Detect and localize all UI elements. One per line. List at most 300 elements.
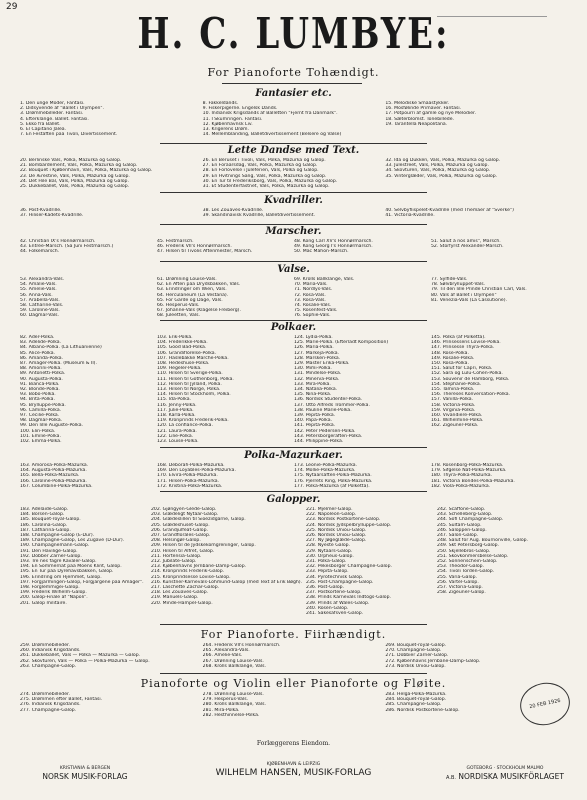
- catalog-entry: 65. For Garde og Dage, Vals.: [157, 297, 223, 303]
- catalog-entry: 64. Herculaneum (La Vestana).: [157, 292, 229, 298]
- catalog-entry: 99. Den lille Auguste-Polka.: [20, 423, 83, 429]
- catalog-entry: 249. Skt Petersborg-Galop.: [437, 543, 500, 549]
- catalog-entry: 90. Augusta-Polka.: [20, 376, 63, 382]
- catalog-entry: 31. Et Studenterfastnet, Vals, Polka, Mazurka og Galop.: [202, 184, 330, 190]
- catalog-column: [20, 239, 157, 255]
- catalog-entry: 106. Grandiflorelse-Polka.: [157, 350, 217, 356]
- catalog-entry: 199. Frederik Wilhelm-Galop.: [20, 590, 87, 596]
- catalog-entry: 254. Tivoli Torden-Galop.: [437, 569, 495, 575]
- catalog-entry: 269. Bouquet-royal-Galop.: [385, 643, 447, 648]
- catalog-entry: 279. Hesperus-Vals.: [202, 697, 249, 703]
- copyright-note: Forlæggerens Eiendom.: [256, 740, 331, 747]
- catalog-entry: 101. Emilie-Polka.: [20, 433, 61, 439]
- catalog-entry: 262. Skovturen, Vals — Polka — Polka-Mazurka — Galop.: [20, 658, 150, 664]
- catalog-entry: 225. Nordisk Uniou-Galop.: [306, 527, 367, 533]
- catalog-entry: 200. Galop-Finale af "Napoli".: [20, 595, 88, 601]
- catalog-entry: 130. Mimi-Polka.: [294, 366, 332, 372]
- catalog-column: [20, 101, 203, 137]
- catalog-column: [151, 507, 306, 616]
- catalog-column: [157, 335, 294, 444]
- catalog-entry: 226. Nordisk Uniou-Galop.: [306, 533, 367, 539]
- catalog-entry: 53. Alexandra-Vals.: [20, 277, 65, 282]
- catalog-entry: 267. Drønning Louise-Vals.: [202, 658, 264, 664]
- section-rule: [160, 491, 427, 492]
- catalog-entry: 86. Amanda-Polka.: [20, 355, 64, 361]
- catalog-entry: 154. Stephanie-Polka.: [431, 381, 482, 387]
- catalog-entry: 13. Krigerens Drøm.: [202, 127, 249, 133]
- catalog-entry: 137. Otto Alfreds Trommer-Polka.: [294, 402, 370, 408]
- catalog-entry: 259. Drømmebilleder.: [20, 643, 70, 648]
- catalog-entry: 67. Johanne-Vals (Klagelse Freiberg).: [157, 308, 241, 314]
- catalog-column: [431, 463, 568, 489]
- catalog-entry: 252. Sonnenschein-Galop.: [437, 559, 498, 565]
- catalog-entry: 274. Drømmebilleder.: [20, 692, 70, 697]
- catalog-entry: 70. Maria-Vals.: [294, 282, 328, 288]
- catalog-entry: 107. Haslebakke Marche-Polka.: [157, 355, 229, 361]
- catalog-entry: 115. Ida-Polka.: [157, 397, 191, 403]
- catalog-entry: 89. Antonetti-Polka.: [20, 371, 66, 377]
- catalog-entry: 95. Brylluppe-Polka.: [20, 402, 66, 408]
- catalog-column: [431, 239, 568, 255]
- catalog-entry: 76. Sophie-Vals.: [294, 313, 331, 319]
- catalog-entry: 39. Skandinavisk Kvadrille, Balletdivertissement.: [202, 213, 315, 219]
- catalog-column: [203, 643, 386, 669]
- catalog-entry: 170. Elvira-Polka-Mazurka.: [157, 473, 218, 479]
- catalog-entry: 28. En Forlovelse i Juleferien, Vals, Polka og Galop.: [202, 168, 319, 174]
- catalog-column: [294, 463, 431, 489]
- catalog-entry: 261. Dukkeballet, Vals — Polka — Mazurka — Galop.: [20, 653, 141, 659]
- catalog-entry: 87. Amager-Polka. (Museum & II).: [20, 361, 97, 367]
- catalog-column: [294, 335, 431, 444]
- catalog-entry: 45. Festmarsch.: [157, 239, 194, 244]
- catalog-entry: 164. Augusta-Polka-Mazurka.: [20, 468, 87, 474]
- catalog-entry: 94. Brita-Polka.: [20, 397, 55, 403]
- catalog-entry: 121. Laura-Polka.: [157, 428, 197, 434]
- catalog-column: [157, 277, 294, 319]
- catalog-entry: 194. En Sommernat paa Moens Klint, Galop.: [20, 564, 122, 570]
- catalog-entry: 59. Caroline-Vals.: [20, 308, 60, 314]
- publisher-right-city: GOTEBORG · STOCKHOLM MALMO: [466, 766, 544, 771]
- catalog-entry: 229. Nytaars-Galop.: [306, 548, 353, 554]
- heading-polka-mazurkaer: Polka-Mazurkaer.: [244, 450, 343, 461]
- catalog-entry: 219. Manuels-Galop.: [150, 595, 199, 601]
- catalog-entry: 133. Mira-Polka.: [294, 381, 331, 387]
- catalog-entry: 239. Prinds af Wales-Galop.: [306, 600, 370, 606]
- catalog-column: [20, 507, 151, 616]
- section-lette-dandse: [20, 158, 568, 189]
- section-fantasier: [20, 101, 568, 137]
- catalog-entry: 2. Didsyvende af "Ballet i Olympen".: [20, 106, 105, 112]
- catalog-entry: 197. Forgjarmingen-Galop, Forgjargene paa Amager".: [20, 579, 144, 585]
- catalog-entry: 12. Kjøbenhavnsk Liv.: [202, 121, 253, 127]
- catalog-entry: 177. Polka-Mazurka (af Polketta).: [294, 483, 370, 489]
- catalog-entry: 143. Petersborgeraften-Polka.: [294, 433, 363, 439]
- catalog-entry: 16. Mosfølinde Primaver. Fantasi.: [385, 106, 462, 112]
- catalog-entry: 84. Albano-Polka. (La Lithuanienne): [20, 345, 102, 351]
- catalog-entry: 215. Kronprindsesse Lovise-Galop.: [150, 574, 231, 580]
- catalog-entry: 273. Nordisk Uniou-Galop.: [385, 663, 446, 669]
- catalog-entry: 263. Champagne-Galop.: [20, 663, 77, 669]
- catalog-entry: 150. Rosa-Polka.: [431, 361, 469, 367]
- catalog-entry: 173. Leonie-Polka-Mazurka.: [294, 463, 358, 468]
- catalog-entry: 266. Amelie-Vals.: [202, 653, 243, 659]
- catalog-entry: 20. Berlinske Vals, Polka, Mazurka og Galop.: [20, 158, 122, 163]
- catalog-entry: 148. Rose-Polka.: [431, 350, 469, 356]
- catalog-entry: 196. Erindring om Hjemmet, Galop.: [20, 574, 102, 580]
- catalog-entry: 275. Drømmen efter Ballet, Fantasi.: [20, 697, 103, 703]
- catalog-entry: 185. Bouquet-royal-Galop.: [20, 517, 81, 523]
- catalog-entry: 151. Salut for Capri, Polka.: [431, 366, 493, 372]
- catalog-entry: 22. Bouquet i Kjøbenhavn, Vals, Polka, Mazurka og Galop.: [20, 168, 153, 174]
- catalog-entry: 77. Sylfide-Vals.: [431, 277, 468, 282]
- catalog-entry: 188. Champagne-Galop (E-Dur).: [20, 533, 95, 539]
- heading-marscher: Marscher.: [265, 226, 322, 237]
- heading-fantasier: Fantasier etc.: [255, 88, 332, 99]
- catalog-entry: 265. Alexandra-Vals.: [202, 648, 250, 654]
- catalog-entry: 211. Hortensia-Galop.: [150, 553, 202, 559]
- catalog-entry: 214. Kronprinds Frederik-Galop.: [150, 569, 225, 575]
- catalog-entry: 43. Entree-Marsch. (Sa Juni Festmarsch.): [20, 244, 114, 250]
- catalog-entry: 32. Ida og Dukken, Vals, Polka, Mazurka og Galop.: [385, 158, 501, 163]
- catalog-entry: 245. Sultam-Galop.: [437, 522, 482, 528]
- catalog-entry: 48. Kong Carl XV's Honnørmarsch.: [294, 239, 373, 244]
- catalog-entry: 210. Hilsen til Alfret, Galop.: [150, 548, 215, 554]
- section-marscher: [20, 239, 568, 255]
- catalog-entry: 98. Dagmar-Polka.: [20, 418, 63, 424]
- catalog-column: [157, 463, 294, 489]
- catalog-entry: 187. Catharina-Galop.: [20, 527, 71, 533]
- catalog-entry: 129. Master Erika-Polka.: [294, 361, 350, 367]
- catalog-entry: 136. Nordisk Studenter-Polka.: [294, 397, 363, 403]
- catalog-entry: 24. Det Hile Bal, Vals, Polka, Mazurka og Galop.: [20, 178, 129, 184]
- catalog-entry: 233. Pepita-Galop.: [306, 569, 349, 575]
- section-galopper: [20, 507, 568, 616]
- catalog-entry: 234. Pyrotechnisk Galop.: [306, 574, 364, 580]
- catalog-entry: 33. Julestreet, Vals, Polka, Mazurka og Galop.: [385, 163, 489, 169]
- catalog-entry: 251. Skovkonmersbelse-Galop.: [437, 553, 509, 559]
- publisher-center: [170, 762, 417, 778]
- catalog-entry: 172. Kristina-Polka-Mazurka.: [157, 483, 223, 489]
- catalog-entry: 46. Frederik VII's Honnørmarsch.: [157, 244, 232, 250]
- catalog-entry: 156. Thereses Konversation-Polka.: [431, 392, 511, 398]
- catalog-entry: 163. Amorosa-Polka-Mazurka.: [20, 463, 89, 468]
- catalog-entry: 276. Indianisk Krigsdands.: [20, 702, 81, 708]
- catalog-entry: 119. Kronprinds Frederik-Polka.: [157, 418, 229, 424]
- catalog-entry: 50. Mac Mahon-Marsch.: [294, 249, 349, 255]
- section-firhaendigt: [20, 643, 568, 669]
- catalog-entry: 23. De Ærestine, Vals, Polka, Mazurka og Galop.: [20, 173, 130, 179]
- section-rule: [160, 320, 427, 321]
- catalog-entry: 213. Kjøbenhavns Jernbane-Damp-Galop.: [150, 564, 247, 570]
- catalog-entry: 58. Catharine-Vals.: [20, 303, 64, 309]
- catalog-entry: 109. Hegeler-Polka.: [157, 366, 202, 372]
- catalog-entry: 127. Markeja-Polka.: [294, 350, 339, 356]
- catalog-entry: 8. Fakkeldands.: [202, 101, 239, 106]
- catalog-entry: 125. Marie-Polka. (Efterladt Komposition): [294, 340, 389, 346]
- catalog-entry: 138. Pauline Marie-Polka.: [294, 407, 352, 413]
- catalog-entry: 271. Dobbier Zarner-Galop.: [385, 653, 449, 659]
- catalog-entry: 1. Den unge Moder, Fantasi.: [20, 101, 85, 106]
- catalog-entry: 250. Skjellebros-Galop.: [437, 548, 491, 554]
- catalog-entry: 113. Hilsen til Norge, Polka.: [157, 387, 221, 393]
- catalog-entry: 36. Post-Kvadrille.: [20, 208, 62, 213]
- catalog-entry: 284. Bouquet-royal-Galop.: [385, 697, 447, 703]
- catalog-entry: 111. Hilsen til Gothenborg, Polka.: [157, 376, 234, 382]
- section-polka-mazurkaer: [20, 463, 568, 489]
- catalog-entry: 181. Victoria Bondes-Polka-Mazurka.: [431, 478, 515, 484]
- catalog-entry: 54. Amalie-Vals.: [20, 282, 57, 288]
- catalog-entry: 246. Saloppen-Galop.: [437, 527, 487, 533]
- catalog-entry: 60. Dagmar-Vals.: [20, 313, 60, 319]
- catalog-entry: 180. Thyra-Polka-Mazurka.: [431, 473, 493, 479]
- catalog-entry: 242. Scaffone-Galop.: [437, 507, 486, 512]
- catalog-entry: 132. Minerva-Polka.: [294, 376, 340, 382]
- catalog-entry: 40. Selvbyfiispelet-Kvadrille (med Themaer af "Sverke"): [385, 208, 514, 213]
- catalog-entry: 25. Dukkeballet, Vals, Polka, Mazurka og Galop.: [20, 184, 130, 190]
- catalog-entry: 18. Sæterblomst. Tonebillede.: [385, 116, 454, 122]
- publisher-right: [430, 766, 580, 781]
- catalog-entry: 184. Borsen-Galop.: [20, 512, 65, 518]
- catalog-entry: 29. En Hvitnings Sang, Vals, Polka, Mazurka og Galop.: [202, 173, 327, 179]
- catalog-entry: 3. Drømmebilleder. Fantasi.: [20, 111, 84, 117]
- catalog-entry: 69. Krolls Ballklänge, Vals.: [294, 277, 355, 282]
- catalog-entry: 37. Hiliser-Kadets-Kvadrille.: [20, 213, 84, 219]
- catalog-entry: 80. Vals af Ballet i Olympen": [431, 292, 497, 298]
- catalog-entry: 144. Philippine-Polka.: [294, 439, 344, 445]
- catalog-entry: 118. Karla-Polka.: [157, 413, 196, 419]
- catalog-entry: 256. Vartel-Galop.: [437, 579, 479, 585]
- corner-number: 29: [6, 2, 18, 12]
- catalog-entry: 223. Nordisk Postkortene-Galop.: [306, 517, 381, 523]
- heading-galopper: Galopper.: [266, 494, 321, 505]
- section-polkaer: [20, 335, 568, 444]
- catalog-entry: 123. Louise-Polka.: [157, 439, 199, 445]
- catalog-column: [203, 692, 386, 718]
- section-rule: [160, 624, 427, 625]
- catalog-entry: 11. I Skumringen. Fantasi.: [202, 116, 263, 122]
- catalog-entry: 285. Champagne-Galop.: [385, 702, 442, 708]
- catalog-entry: 169. Den Loyables-Polka-Mazurka.: [157, 468, 236, 474]
- catalog-entry: 258. Zigeuner-Galop.: [437, 590, 486, 596]
- catalog-entry: 73. Rosa-Vals.: [294, 297, 326, 303]
- heading-valse: Valse.: [277, 264, 310, 275]
- section-kvadriller: [20, 208, 568, 218]
- catalog-column: [20, 643, 203, 669]
- catalog-entry: 232. Pekesborger Champagne-Galop.: [306, 564, 392, 570]
- catalog-entry: 278. Drønning Louise-Vals.: [202, 692, 264, 697]
- catalog-entry: 268. Krolls Ballklänge, Vals.: [202, 663, 266, 669]
- catalog-entry: 81. Venezia-Vals (La Cassutione).: [431, 297, 507, 303]
- section-rule: [160, 673, 427, 674]
- catalog-entry: 227. Ny Jøgeglæde-Galop.: [306, 538, 367, 544]
- catalog-entry: 112. Hilsen til Jylland, Polka.: [157, 381, 222, 387]
- catalog-entry: 220. Minde-Hampel-Galop.: [150, 600, 213, 606]
- catalog-entry: 280. Krolls Ballklänge, Vals.: [202, 702, 266, 708]
- catalog-entry: 244. Sofi Champagne-Galop.: [437, 517, 504, 523]
- catalog-entry: 5. Ekko fra Ballet.: [20, 121, 61, 127]
- catalog-entry: 47. Hilsen til Tivolis Aftenmester, Marsch.: [157, 249, 253, 255]
- catalog-entry: 72. Rosa-Vals.: [294, 292, 326, 298]
- catalog-entry: 221. Mjelmer-Galop.: [306, 507, 353, 512]
- catalog-entry: 257. Victoria-Galop.: [437, 585, 483, 591]
- catalog-entry: 145. Polka (af Polketta).: [431, 335, 486, 340]
- catalog-entry: 158. Victoria-Polka.: [431, 402, 476, 408]
- publisher-right-name: NORDISKA MUSIKFÖRLAGET: [458, 772, 564, 781]
- catalog-column: [203, 101, 386, 137]
- catalog-entry: 105. Good Bad-Polka.: [157, 345, 207, 351]
- catalog-entry: 202. Gjøngyen-Glede-Galop.: [150, 507, 217, 512]
- catalog-entry: 182. Viola-Polka-Mazurka.: [431, 483, 491, 489]
- catalog-entry: 224. Nordisk Jydspelbrylluppe-Galop.: [306, 522, 392, 528]
- catalog-entry: 228. Nyeste Galop.: [306, 543, 351, 549]
- catalog-entry: 10. Indianisk Krigsdands af Balletten "Fjernt fra Danmark".: [202, 111, 338, 117]
- catalog-entry: 19. Tarantella Neapolitana.: [385, 121, 448, 127]
- catalog-entry: 212. Jubilate-Galop.: [150, 559, 197, 565]
- catalog-entry: 248. Salut for Aug. Bournonville, Galop.: [437, 538, 529, 544]
- catalog-entry: 116. Jenny-Polka.: [157, 402, 197, 408]
- catalog-entry: 193. Tre nes fagre Kavaler-Galop.: [20, 559, 97, 565]
- catalog-entry: 71. Nordlys-Vals.: [294, 287, 333, 293]
- catalog-entry: 209. Hilsen til de Jydskekomgreninger, Galop.: [150, 543, 256, 549]
- catalog-entry: 41. Victoria-Kvadrille.: [385, 213, 435, 219]
- catalog-entry: 142. Peter Pedersen-Polka.: [294, 428, 356, 434]
- catalog-entry: 205. Glædeshuset-Galop.: [150, 522, 210, 528]
- catalog-column: [306, 507, 437, 616]
- catalog-entry: 139. Pepita-Polka.: [294, 413, 336, 419]
- catalog-column: [385, 101, 568, 137]
- catalog-entry: 14. Mellemblanding, Balletdivertissement (Belsere og Valse): [202, 132, 342, 138]
- catalog-entry: 83. Adelide-Polka.: [20, 340, 62, 346]
- catalog-entry: 260. Indianisk Krigsdands.: [20, 648, 81, 654]
- publisher-center-name: WILHELM HANSEN, MUSIK-FORLAG: [215, 768, 372, 778]
- publisher-right-prefix: A.B.: [446, 775, 456, 781]
- catalog-entry: 237. Postkortene-Galop.: [306, 590, 362, 596]
- catalog-entry: 204. Glædeslillen til Sioezidgarne, Galop.: [150, 517, 246, 523]
- catalog-entry: 75. Rosenfest-Vals.: [294, 308, 338, 314]
- catalog-entry: 186. Carolina-Galop.: [20, 522, 68, 528]
- section-valse: [20, 277, 568, 319]
- catalog-entry: 231. Polka-Galop.: [306, 559, 347, 565]
- section-rule: [160, 143, 427, 144]
- catalog-entry: 153. Souvenir de Hamborg, Polka.: [431, 376, 510, 382]
- catalog-entry: 92. Blonde-Polka.: [20, 387, 60, 393]
- catalog-entry: 57. Arabella-Vals.: [20, 297, 60, 303]
- catalog-entry: 100. Elin-Polka.: [20, 428, 56, 434]
- catalog-entry: 155. Tamina-Polka.: [431, 387, 475, 393]
- catalog-column: [385, 208, 568, 218]
- catalog-entry: 208. Helsingør-Galop.: [150, 538, 201, 544]
- catalog-entry: 247. Salon-Galop.: [437, 533, 479, 539]
- catalog-entry: 120. La confiance-Polka.: [157, 423, 213, 429]
- catalog-column: [385, 158, 568, 189]
- catalog-column: [203, 158, 386, 189]
- catalog-entry: 34. Skovturen, Vals, Polka, Mazurka og Galop.: [385, 168, 491, 174]
- catalog-entry: 159. Virginia-Polka.: [431, 407, 476, 413]
- catalog-column: [20, 208, 203, 218]
- catalog-column: [431, 277, 568, 319]
- catalog-entry: 174. Mollie-Polka-Mazurka.: [294, 468, 356, 474]
- title-rule: [222, 83, 362, 84]
- catalog-entry: 286. Nordisk Postkortene-Galop.: [385, 707, 460, 713]
- catalog-entry: 74. Rosalie-Vals.: [294, 303, 332, 309]
- page-subtitle: For Pianoforte Tohændigt.: [207, 66, 380, 79]
- catalog-entry: 189. Champagne-Galop, Les Zugave (D-Dur).: [20, 538, 125, 544]
- catalog-entry: 141. Pepita-Polka.: [294, 423, 336, 429]
- catalog-entry: 179. Sifgelse Nat-Polka-Mazurka.: [431, 468, 507, 474]
- catalog-entry: 216. Kunstner-Karnevals-Lohmund-Galop (med Text af Erik Bøgh).: [150, 579, 303, 585]
- catalog-column: [294, 277, 431, 319]
- publisher-footer: [0, 762, 587, 796]
- catalog-column: [294, 239, 431, 255]
- catalog-entry: 230. Orpheus-Galop.: [306, 553, 354, 559]
- catalog-entry: 243. Schelleberg-Galop.: [437, 512, 493, 518]
- catalog-entry: 35. Vinterglæder, Vals, Polka, Mazurka og Galop.: [385, 173, 498, 179]
- catalog-entry: 52. Storfyrst Alexander-Marsch.: [431, 244, 504, 250]
- catalog-entry: 61. Drømning Louise-Vals.: [157, 277, 217, 282]
- catalog-entry: 97. Cecilie-Polka.: [20, 413, 60, 419]
- catalog-entry: 128. Marsken-Polka.: [294, 355, 341, 361]
- catalog-entry: 218. Les Zouaves-Galop.: [150, 590, 209, 596]
- catalog-entry: 78. Sølvbrylluppet-Vals.: [431, 282, 486, 288]
- catalog-entry: 51. Salut à nos amis", Marsch.: [431, 239, 501, 244]
- catalog-entry: 131. Mindelse-Polka.: [294, 371, 342, 377]
- catalog-entry: 217. Laschette Zachar-Galop.: [150, 585, 220, 591]
- catalog-entry: 160. Vivandiere-Polka.: [431, 413, 483, 419]
- catalog-entry: 44. Folkemarsch.: [20, 249, 60, 255]
- catalog-entry: 108. Hedeshuse-Polka.: [157, 361, 210, 367]
- catalog-entry: 15. Melodiske Smaastykker.: [385, 101, 450, 106]
- catalog-entry: 110. Hilsen til Sverige-Polka.: [157, 371, 223, 377]
- catalog-entry: 42. Christian IX's Honnørmarsch.: [20, 239, 96, 244]
- catalog-entry: 167. Columbine-Polka-Mazurka.: [20, 483, 93, 489]
- catalog-entry: 152. Sara og Lulu-Cohen-Polka.: [431, 371, 503, 377]
- catalog-entry: 82. Ader-Polka.: [20, 335, 55, 340]
- catalog-entry: 140. Papa-Polka.: [294, 418, 333, 424]
- catalog-entry: 134. Natalia-Polka.: [294, 387, 338, 393]
- catalog-entry: 79. Til den lille Prinde Christian Carl, Vals.: [431, 287, 527, 293]
- catalog-entry: 63. Erindringer om Wien, Vals.: [157, 287, 227, 293]
- publisher-left-city: KRISTIANIA & BERGEN: [59, 766, 111, 771]
- heading-kvadriller: Kvadriller.: [264, 195, 323, 206]
- catalog-entry: 207. Grandflorales-Galop.: [150, 533, 211, 539]
- catalog-entry: 27. En Foraarsdag, Vals, Polka, Mazurka og Galop.: [202, 163, 318, 169]
- catalog-entry: 222. Napoleon-Galop.: [306, 512, 357, 518]
- heading-polkaer: Polkaer.: [270, 322, 317, 333]
- catalog-entry: 147. Prinsesse Thyra-Polka.: [431, 345, 495, 351]
- catalog-entry: 277. Champagne-Galop.: [20, 707, 77, 713]
- catalog-entry: 201. Galop militaire.: [20, 600, 67, 606]
- catalog-entry: 175. Nytaarsaften-Polka-Mazurka.: [294, 473, 372, 479]
- catalog-column: [157, 239, 294, 255]
- catalog-entry: 26. En Beruset i Tivoli, Vals, Polka, Mazurka og Galop.: [202, 158, 326, 163]
- catalog-entry: 146. Prinsessens Lovise-Polka.: [431, 340, 501, 346]
- catalog-entry: 6. El Capitano Jalea.: [20, 127, 67, 133]
- catalog-entry: 96. Camilla-Polka.: [20, 407, 62, 413]
- catalog-entry: 91. Bianca-Polka.: [20, 381, 60, 387]
- publisher-left-name: NORSK MUSIK-FORLAG: [42, 772, 128, 781]
- catalog-entry: 171. Hilsen-Polka-Mazurka.: [157, 478, 220, 484]
- section-rule: [160, 224, 427, 225]
- catalog-entry: 240. Rosen-Galop.: [306, 605, 349, 611]
- catalog-entry: 4. Efterklange. Ballet. Fantasi.: [20, 116, 89, 122]
- catalog-entry: 270. Champagne-Galop.: [385, 648, 442, 654]
- catalog-entry: 49. Kong Georg I's Honnørmarsch.: [294, 244, 373, 250]
- catalog-entry: 9. Fiskerpigerne. Engelsk Dands.: [202, 106, 278, 112]
- catalog-entry: 168. Deborah-Polka-Mazurka.: [157, 463, 225, 468]
- catalog-entry: 264. Frederik VII's Honnørmarsch.: [202, 643, 281, 648]
- catalog-entry: 102. Emma-Polka.: [20, 439, 62, 445]
- page-title: H. C. LUMBYE:: [137, 9, 450, 59]
